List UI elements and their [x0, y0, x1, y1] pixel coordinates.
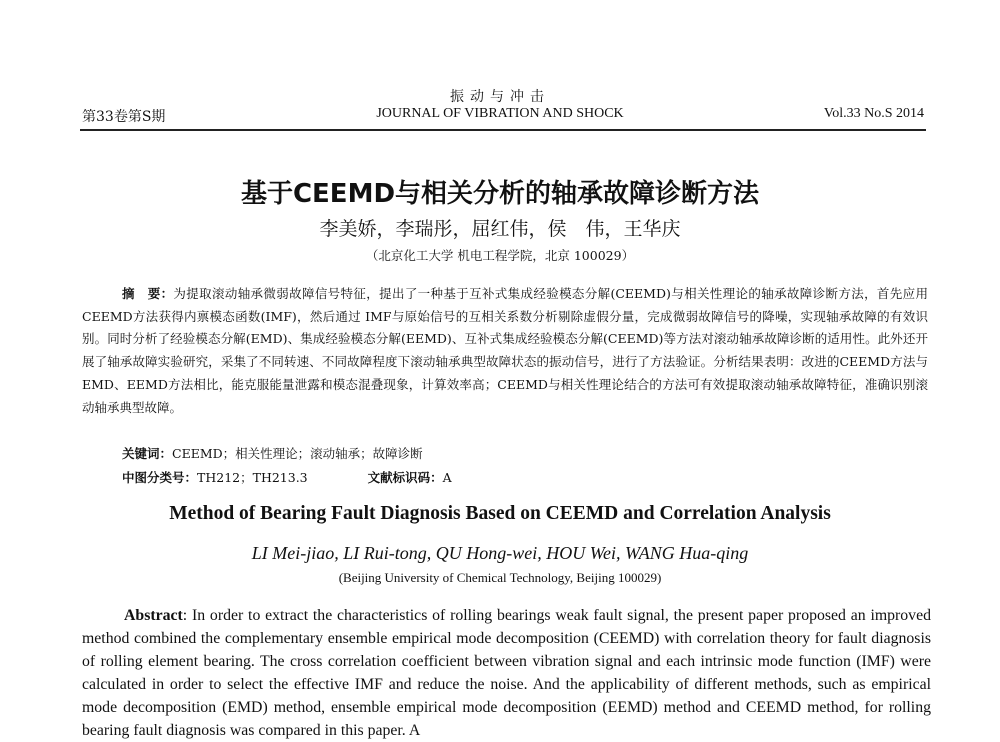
- abstract-cn-text: 为提取滚动轴承微弱故障信号特征，提出了一种基于互补式集成经验模态分解(CEEMD)与相关性理论的轴承故障诊断方法，首先应用CEEMD方法获得内禀模态函数(IMF)，然后通过 IMF与原始信号的互相关系数分析剔除虚假分量，完成微弱故障信号的降噪，实现轴承故障的有效识别。同时分析了经验模态分解(EMD)、集成经验模态分解(EEMD)、互补式集成经验模态分解(CEEMD)等方法对滚动轴承故障诊断的适用性。此外还开展了轴承故障实验研究，采集了不同转速、不同故障程度下滚动轴承典型故障状态的振动信号，进行了方法验证。分析结果表明：改进的CEEMD方法与EMD、EEMD方法相比，能克服能量泄露和模态混叠现象，计算效率高；CEEMD与相关性理论结合的方法可有效提取滚动轴承故障特征，准确识别滚动轴承典型故障。: [82, 286, 928, 415]
- journal-title-en: JOURNAL OF VIBRATION AND SHOCK: [376, 106, 624, 121]
- header-divider: [80, 129, 926, 131]
- keywords-text: CEEMD；相关性理论；滚动轴承；故障诊断: [172, 446, 423, 461]
- abstract-cn-label: 摘 要：: [122, 286, 174, 301]
- abstract-en-text: : In order to extract the characteristics of rolling bearings weak fault signal, the present paper proposed an improved method combined the complementary ensemble empirical mode decomposition (CEEMD) with correlation theory for fault diagnosis of rolling element bearing. The cross correlation coefficient between vibration signal and each intrinsic mode function (IMF) were calculated in order to select the effective IMF and reduce the noise. And the applicability of different methods, such as empirical mode decomposition (EMD) method, ensemble empirical mode decomposition (EEMD) method and CEEMD method, for rolling bearing fault diagnosis was compared in this paper. A: [82, 607, 931, 739]
- paper-title-cn: 基于CEEMD与相关分析的轴承故障诊断方法: [240, 179, 760, 209]
- paper-title-en: Method of Bearing Fault Diagnosis Based on CEEMD and Correlation Analysis: [169, 503, 831, 524]
- keywords-cn: [122, 444, 423, 462]
- doc-code-value: A: [442, 470, 452, 485]
- keywords-label: 关键词：: [122, 446, 173, 461]
- authors-en: LI Mei-jiao, LI Rui-tong, QU Hong-wei, HOU Wei, WANG Hua-qing: [251, 543, 749, 563]
- affiliation-en: (Beijing University of Chemical Technology, Beijing 100029): [338, 570, 662, 585]
- abstract-en: [82, 604, 931, 742]
- authors-cn: 李美娇，李瑞彤，屈红伟，侯 伟，王华庆: [319, 218, 681, 240]
- clc-label: 中图分类号：: [122, 470, 198, 485]
- classification-line: [122, 468, 452, 486]
- volume-issue-en: Vol.33 No.S 2014: [823, 106, 924, 121]
- affiliation-cn: （北京化工大学 机电工程学院，北京 100029）: [365, 248, 635, 263]
- volume-issue-cn: 第33卷第S期: [82, 109, 166, 125]
- abstract-en-label: Abstract: [124, 607, 183, 624]
- clc-value: TH212；TH213.3: [197, 470, 308, 485]
- doc-code-label: 文献标识码：: [367, 470, 443, 485]
- abstract-cn: [82, 283, 928, 419]
- journal-title-cn: 振动与冲击: [450, 89, 550, 105]
